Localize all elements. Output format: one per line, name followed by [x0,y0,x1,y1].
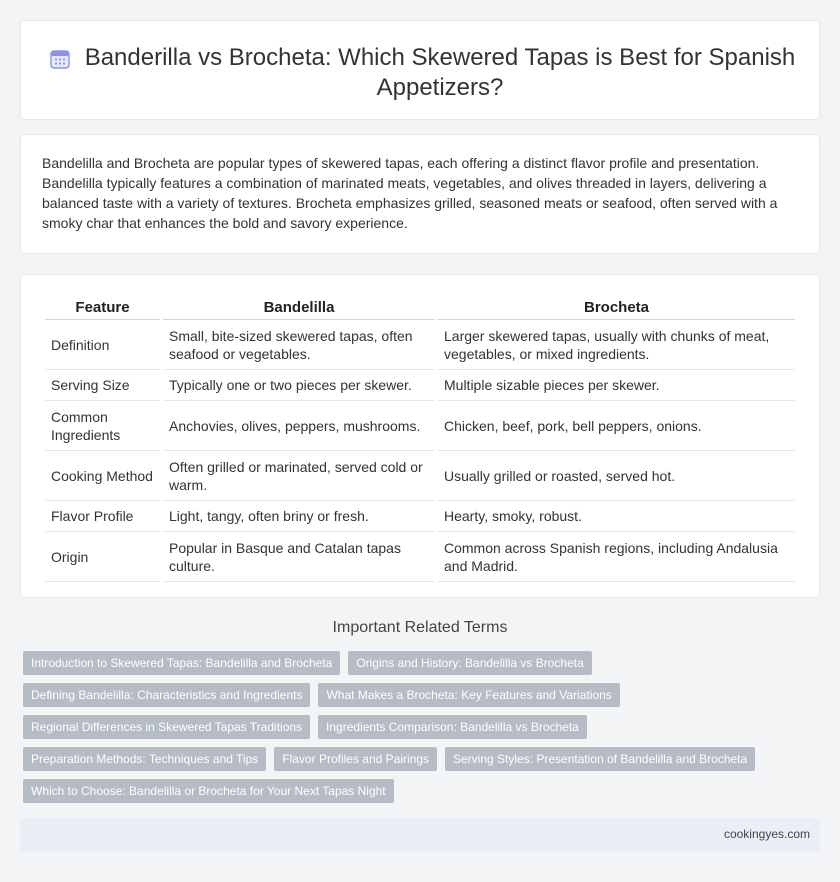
title-card [20,20,820,120]
table-cell: Common across Spanish regions, including Andalusia and Madrid. [438,532,795,582]
table-cell: Usually grilled or roasted, served hot. [438,451,795,501]
table-header-row [45,295,795,320]
table-cell: Serving Size [45,370,160,401]
table-cell: Common Ingredients [45,401,160,451]
table-cell: Typically one or two pieces per skewer. [163,370,435,401]
related-term-tag[interactable]: Which to Choose: Bandelilla or Brocheta for Your Next Tapas Night [23,779,394,803]
page-title: Banderilla vs Brocheta: Which Skewered Tapas is Best for Spanish Appetizers? [84,44,796,101]
table-cell: Light, tangy, often briny or fresh. [163,501,435,532]
table-cell: Larger skewered tapas, usually with chunks of meat, vegetables, or mixed ingredients. [438,320,795,370]
table-cell: Definition [45,320,160,370]
table-cell: Popular in Basque and Catalan tapas culture. [163,532,435,582]
table-cell: Small, bite-sized skewered tapas, often seafood or vegetables. [163,320,435,370]
related-term-tag[interactable]: What Makes a Brocheta: Key Features and Variations [318,683,619,707]
table-cell: Anchovies, olives, peppers, mushrooms. [163,401,435,451]
column-header-bandelilla: Bandelilla [163,295,435,320]
table-row [45,401,795,451]
related-term-tag[interactable]: Ingredients Comparison: Bandelilla vs Brocheta [318,715,587,739]
related-term-tag[interactable]: Regional Differences in Skewered Tapas Traditions [23,715,310,739]
column-header-feature: Feature [45,295,160,320]
table-cell: Multiple sizable pieces per skewer. [438,370,795,401]
related-term-tag[interactable]: Serving Styles: Presentation of Bandelilla and Brocheta [445,747,755,771]
table-row [45,370,795,401]
related-terms-list [23,651,783,811]
footer-site-link[interactable]: cookingyes.com [723,827,810,841]
related-term-tag[interactable]: Origins and History: Bandelilla vs Brocheta [348,651,591,675]
table-cell: Often grilled or marinated, served cold or warm. [163,451,435,501]
footer [20,818,820,852]
table-cell: Chicken, beef, pork, bell peppers, onions. [438,401,795,451]
intro-card [20,134,820,254]
intro-paragraph: Bandelilla and Brocheta are popular types of skewered tapas, each offering a distinct flavor profile and presentation. Bandelilla typically features a combination of marinated meats, vegetables, and olives threaded in layers, delivering a balanced taste with a variety of textures. Brocheta emphasizes grilled, seasoned meats or seafood, often served with a smoky char that enhances the bold and savory experience. [42,155,778,231]
table-cell: Cooking Method [45,451,160,501]
table-cell: Origin [45,532,160,582]
comparison-card [20,274,820,598]
related-terms-title: Important Related Terms [332,619,508,636]
related-term-tag[interactable]: Defining Bandelilla: Characteristics and Ingredients [23,683,310,707]
table-row [45,451,795,501]
related-term-tag[interactable]: Flavor Profiles and Pairings [274,747,437,771]
table-row [45,532,795,582]
table-row [45,320,795,370]
related-term-tag[interactable]: Preparation Methods: Techniques and Tips [23,747,266,771]
related-term-tag[interactable]: Introduction to Skewered Tapas: Bandelilla and Brocheta [23,651,340,675]
table-cell: Flavor Profile [45,501,160,532]
table-row [45,501,795,532]
comparison-table [42,295,798,582]
column-header-brocheta: Brocheta [438,295,795,320]
table-cell: Hearty, smoky, robust. [438,501,795,532]
